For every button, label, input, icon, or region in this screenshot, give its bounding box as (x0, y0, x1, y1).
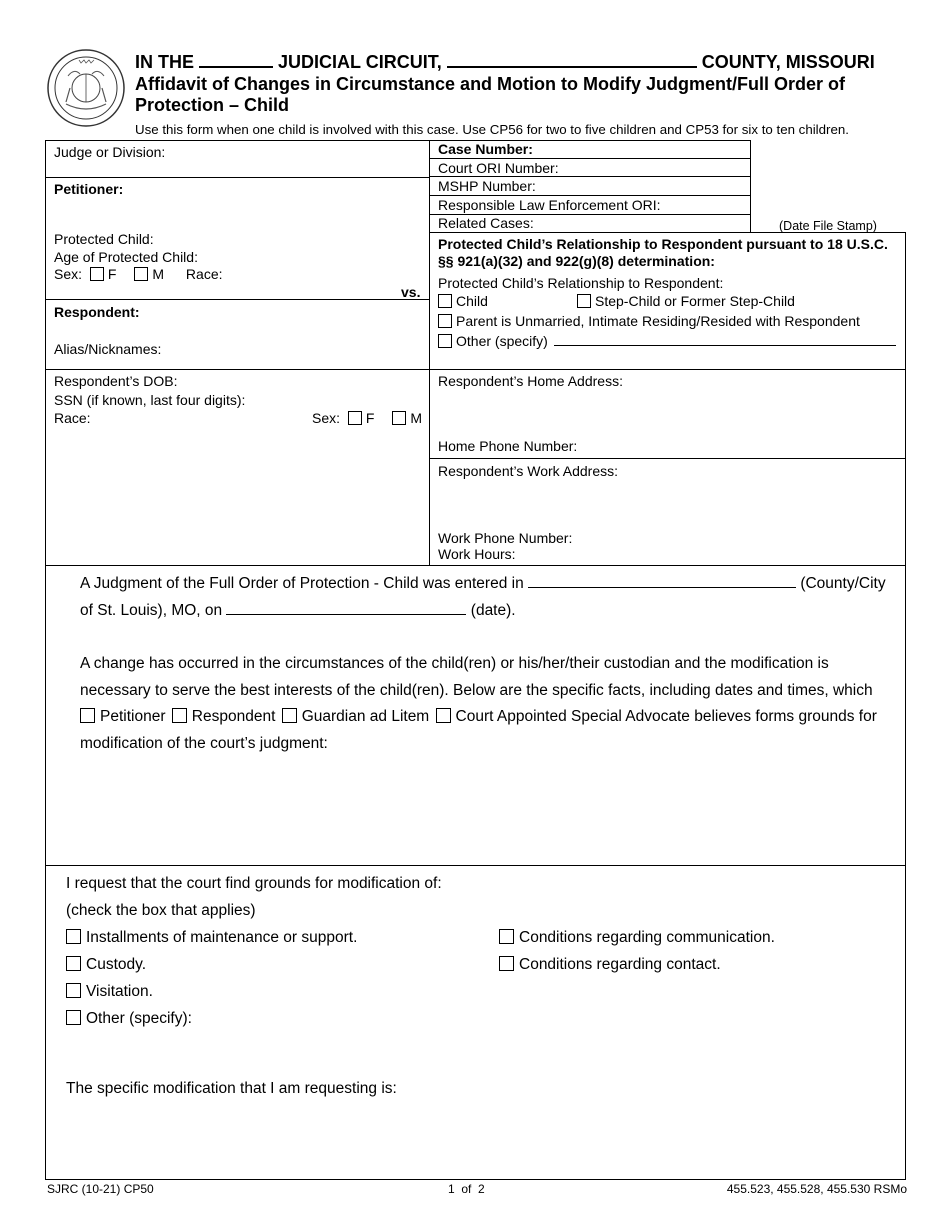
child-race-label: Race: (185, 266, 223, 282)
court-heading (135, 52, 895, 73)
respondent-checkbox[interactable] (172, 708, 187, 723)
relationship-parent-checkbox[interactable] (438, 314, 452, 328)
relationship-other-checkbox[interactable] (438, 334, 452, 348)
circuit-label: JUDICIAL CIRCUIT, (278, 52, 442, 72)
home-address-label: Respondent’s Home Address: (438, 373, 623, 389)
change-line-4: modification of the court’s judgment: (80, 735, 328, 752)
judgment-county-field[interactable] (528, 573, 796, 588)
county-blank[interactable] (447, 52, 697, 68)
respondent-sex-f-checkbox[interactable] (348, 411, 362, 425)
child-sex-m-checkbox[interactable] (134, 267, 148, 281)
work-hours-label: Work Hours: (438, 546, 516, 562)
relationship-other-option[interactable]: Other (specify) (438, 332, 896, 350)
contact-checkbox[interactable] (499, 956, 514, 971)
relationship-other-field[interactable] (554, 332, 896, 346)
form-title: Affidavit of Changes in Circumstance and Motion to Modify Judgment/Full Order of Protection – Child (135, 74, 846, 115)
request-line-2: (check the box that applies) (66, 902, 256, 919)
work-phone-label: Work Phone Number: (438, 530, 573, 546)
respondent-sex-row: Sex: F M (312, 410, 423, 426)
footer-form-id: SJRC (10-21) CP50 (47, 1182, 154, 1196)
other-checkbox[interactable] (66, 1010, 81, 1025)
relationship-child-checkbox[interactable] (438, 294, 452, 308)
alias-label: Alias/Nicknames: (54, 341, 162, 357)
child-sex-f-checkbox[interactable] (90, 267, 104, 281)
judge-division-label: Judge or Division: (54, 144, 166, 160)
change-line-1: A change has occurred in the circumstances of the child(ren) or his/her/their custodian and the modification is (80, 655, 829, 672)
installments-checkbox[interactable] (66, 929, 81, 944)
request-installments-option[interactable]: Installments of maintenance or support. (66, 925, 357, 952)
respondent-race-label: Race: (54, 410, 91, 426)
relationship-heading: Protected Child’s Relationship to Respondent pursuant to 18 U.S.C. §§ 921(a)(32) and 922(g)(8) determination: (438, 236, 888, 269)
child-sex-race-row: Sex: F M Race: (54, 266, 223, 282)
casa-checkbox[interactable] (436, 708, 451, 723)
respondent-sex-m-checkbox[interactable] (392, 411, 406, 425)
footer-page-number: 1 of 2 (448, 1182, 485, 1196)
vs-label: vs. (401, 284, 421, 300)
request-other-option[interactable]: Other (specify): (66, 1006, 192, 1033)
request-contact-option[interactable]: Conditions regarding contact. (499, 952, 721, 979)
change-line-3: Petitioner Respondent Guardian ad Litem Court Appointed Special Advocate believes forms grounds for (80, 704, 877, 731)
footer-statutes: 455.523, 455.528, 455.530 RSMo (726, 1182, 907, 1196)
petitioner-checkbox[interactable] (80, 708, 95, 723)
home-phone-label: Home Phone Number: (438, 438, 578, 454)
relationship-step-checkbox[interactable] (577, 294, 591, 308)
judgment-line-2: of St. Louis), MO, on (date). (80, 602, 516, 619)
county-label: COUNTY, MISSOURI (701, 52, 875, 72)
request-custody-option[interactable]: Custody. (66, 952, 146, 979)
relationship-parent-option[interactable]: Parent is Unmarried, Intimate Residing/Resided with Respondent (438, 313, 860, 330)
respondent-label: Respondent: (54, 304, 140, 320)
case-number-label: Case Number: (438, 141, 533, 157)
missouri-seal-icon (46, 48, 126, 128)
relationship-subheading: Protected Child’s Relationship to Respondent: (438, 275, 724, 291)
related-cases-label: Related Cases: (438, 215, 534, 231)
request-communication-option[interactable]: Conditions regarding communication. (499, 925, 775, 952)
work-address-label: Respondent’s Work Address: (438, 463, 619, 479)
relationship-step-option[interactable]: Step-Child or Former Step-Child (577, 293, 795, 310)
specific-modification-label: The specific modification that I am requesting is: (66, 1080, 397, 1097)
visitation-checkbox[interactable] (66, 983, 81, 998)
change-line-2: necessary to serve the best interests of the child(ren). Below are the specific facts, including dates and times, which (80, 682, 873, 699)
circuit-blank[interactable] (199, 52, 273, 68)
relationship-child-option[interactable]: Child (438, 293, 488, 310)
request-line-1: I request that the court find grounds for modification of: (66, 875, 442, 892)
law-enforcement-ori-label: Responsible Law Enforcement ORI: (438, 197, 661, 213)
protected-child-label: Protected Child: (54, 231, 154, 247)
judgment-line-1: A Judgment of the Full Order of Protection - Child was entered in (County/City (80, 575, 886, 592)
court-ori-label: Court ORI Number: (438, 160, 559, 176)
heading-prefix: IN THE (135, 52, 195, 72)
petitioner-label: Petitioner: (54, 181, 124, 197)
date-file-stamp-label: (Date File Stamp) (779, 219, 877, 233)
guardian-checkbox[interactable] (282, 708, 297, 723)
age-label: Age of Protected Child: (54, 249, 198, 265)
communication-checkbox[interactable] (499, 929, 514, 944)
respondent-dob-label: Respondent’s DOB: (54, 373, 178, 389)
mshp-label: MSHP Number: (438, 178, 536, 194)
respondent-ssn-label: SSN (if known, last four digits): (54, 392, 246, 408)
custody-checkbox[interactable] (66, 956, 81, 971)
request-visitation-option[interactable]: Visitation. (66, 979, 153, 1006)
form-instruction: Use this form when one child is involved with this case. Use CP56 for two to five children and CP53 for six to ten children. (135, 122, 849, 137)
judgment-date-field[interactable] (226, 600, 466, 615)
